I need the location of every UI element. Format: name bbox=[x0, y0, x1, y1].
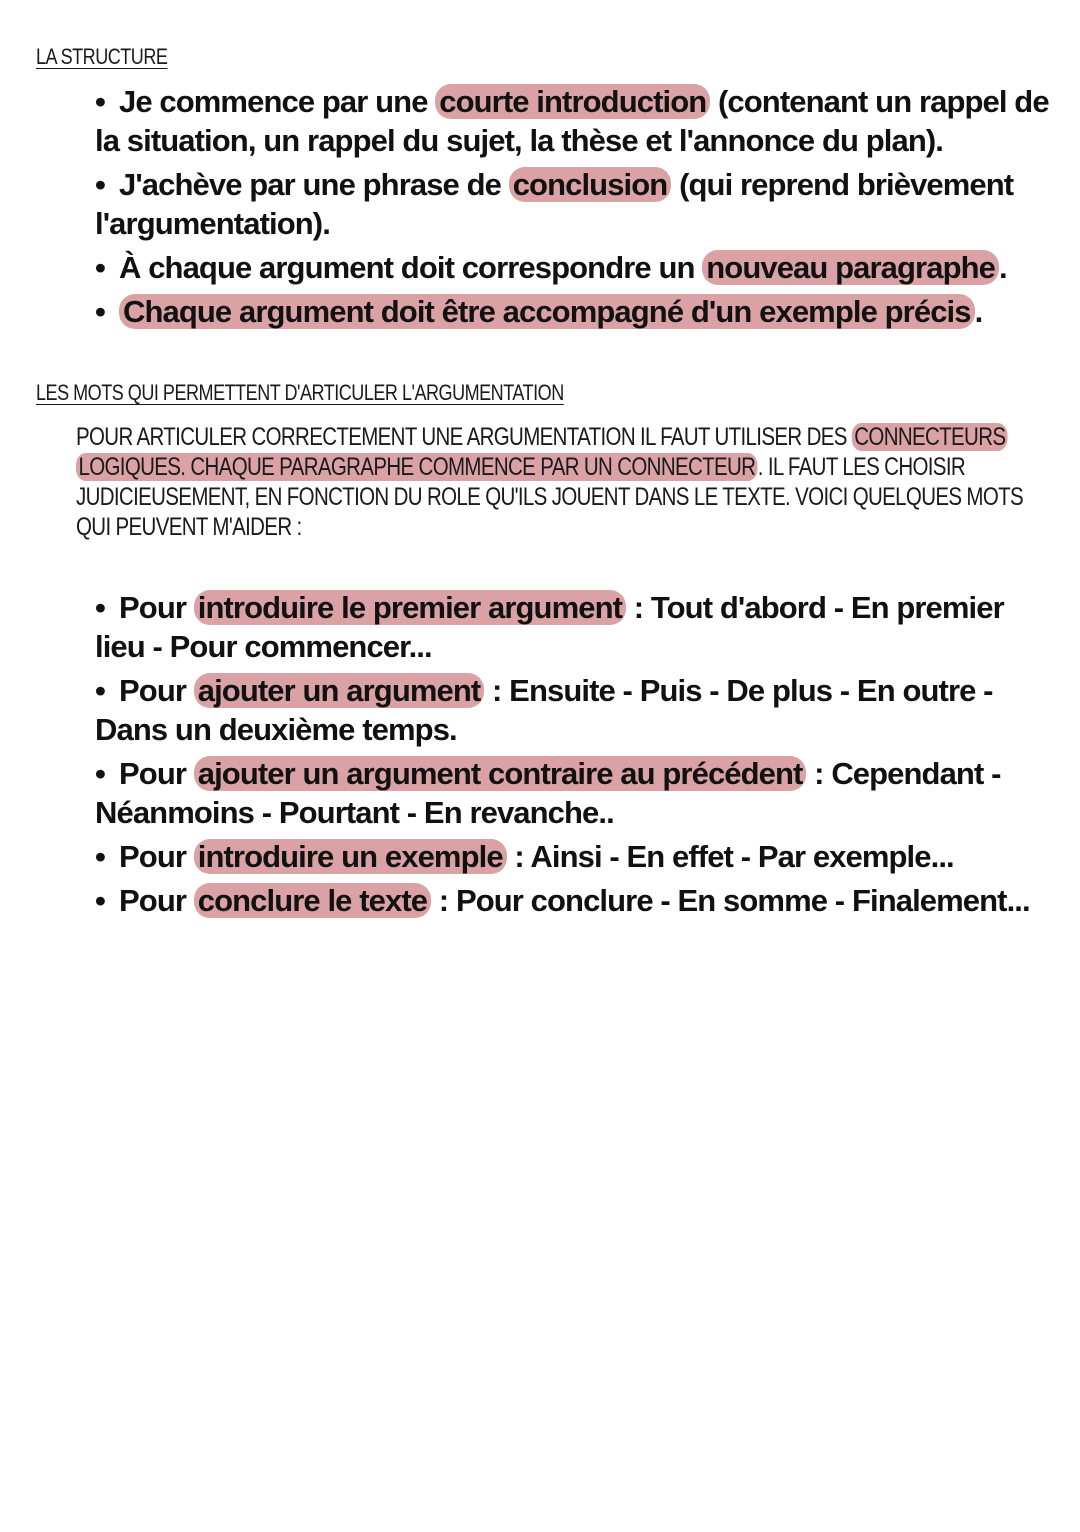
item-text: Pour bbox=[119, 756, 194, 791]
highlight: conclusion bbox=[509, 167, 672, 202]
structure-list bbox=[95, 82, 1055, 336]
list-item bbox=[95, 82, 1055, 160]
intro-text: POUR ARTICULER CORRECTEMENT UNE ARGUMENTATION IL FAUT UTILISER DES bbox=[76, 423, 852, 451]
item-text: . bbox=[998, 250, 1007, 285]
highlight: conclure le texte bbox=[194, 883, 431, 918]
highlight: Chaque argument doit être accompagné d'un exemple précis bbox=[119, 294, 975, 329]
list-item bbox=[95, 165, 1055, 243]
highlight: ajouter un argument bbox=[194, 673, 485, 708]
item-text: À chaque argument doit correspondre un bbox=[119, 250, 703, 285]
intro-paragraph bbox=[76, 422, 1044, 542]
list-item bbox=[95, 588, 1055, 666]
bullet-icon: • bbox=[95, 167, 105, 202]
list-item bbox=[95, 837, 1055, 876]
item-text: Pour bbox=[119, 883, 194, 918]
highlight: introduire un exemple bbox=[194, 839, 507, 874]
bullet-icon: • bbox=[95, 590, 105, 625]
highlight: nouveau paragraphe bbox=[702, 250, 999, 285]
item-text: J'achève par une phrase de bbox=[119, 167, 509, 202]
item-text: Pour bbox=[119, 673, 194, 708]
intro-text: . IL FAUT LES CHOISIR JUDICIEUSEMENT, EN FONCTION DU ROLE QU'ILS JOUENT DANS LE TEXTE. VOICI QUELQUES MOTS QUI PEUVENT M'AIDER : bbox=[76, 453, 1024, 541]
heading-structure: LA STRUCTURE bbox=[36, 44, 168, 69]
connecteurs-list bbox=[95, 588, 1055, 925]
item-text: (qui reprend brièvement l'argumentation). bbox=[95, 167, 1014, 241]
heading-mots-articulation: LES MOTS QUI PERMETTENT D'ARTICULER L'ARGUMENTATION bbox=[36, 380, 564, 405]
highlight: introduire le premier argument bbox=[194, 590, 626, 625]
item-text: : Tout d'abord - En premier lieu - Pour commencer... bbox=[95, 590, 1004, 664]
list-item bbox=[95, 754, 1055, 832]
highlight: CONNECTEURS LOGIQUES. CHAQUE PARAGRAPHE COMMENCE PAR UN CONNECTEUR bbox=[76, 423, 1008, 481]
highlight: courte introduction bbox=[435, 84, 710, 119]
list-item bbox=[95, 292, 1055, 331]
bullet-icon: • bbox=[95, 756, 105, 791]
bullet-icon: • bbox=[95, 673, 105, 708]
item-text: : Cependant - Néanmoins - Pourtant - En revanche.. bbox=[95, 756, 1001, 830]
highlight: ajouter un argument contraire au précédent bbox=[194, 756, 807, 791]
list-item bbox=[95, 248, 1055, 287]
item-text: Je commence par une bbox=[119, 84, 436, 119]
bullet-icon: • bbox=[95, 250, 105, 285]
item-text: : Ainsi - En effet - Par exemple... bbox=[506, 839, 954, 874]
bullet-icon: • bbox=[95, 84, 105, 119]
bullet-icon: • bbox=[95, 883, 105, 918]
bullet-icon: • bbox=[95, 294, 105, 329]
item-text: Pour bbox=[119, 839, 194, 874]
bullet-icon: • bbox=[95, 839, 105, 874]
list-item bbox=[95, 881, 1055, 920]
item-text: . bbox=[974, 294, 983, 329]
item-text: : Pour conclure - En somme - Finalement... bbox=[431, 883, 1030, 918]
item-text: Pour bbox=[119, 590, 194, 625]
list-item bbox=[95, 671, 1055, 749]
item-text: (contenant un rappel de la situation, un rappel du sujet, la thèse et l'annonce du plan). bbox=[95, 84, 1049, 158]
item-text: : Ensuite - Puis - De plus - En outre - Dans un deuxième temps. bbox=[95, 673, 993, 747]
